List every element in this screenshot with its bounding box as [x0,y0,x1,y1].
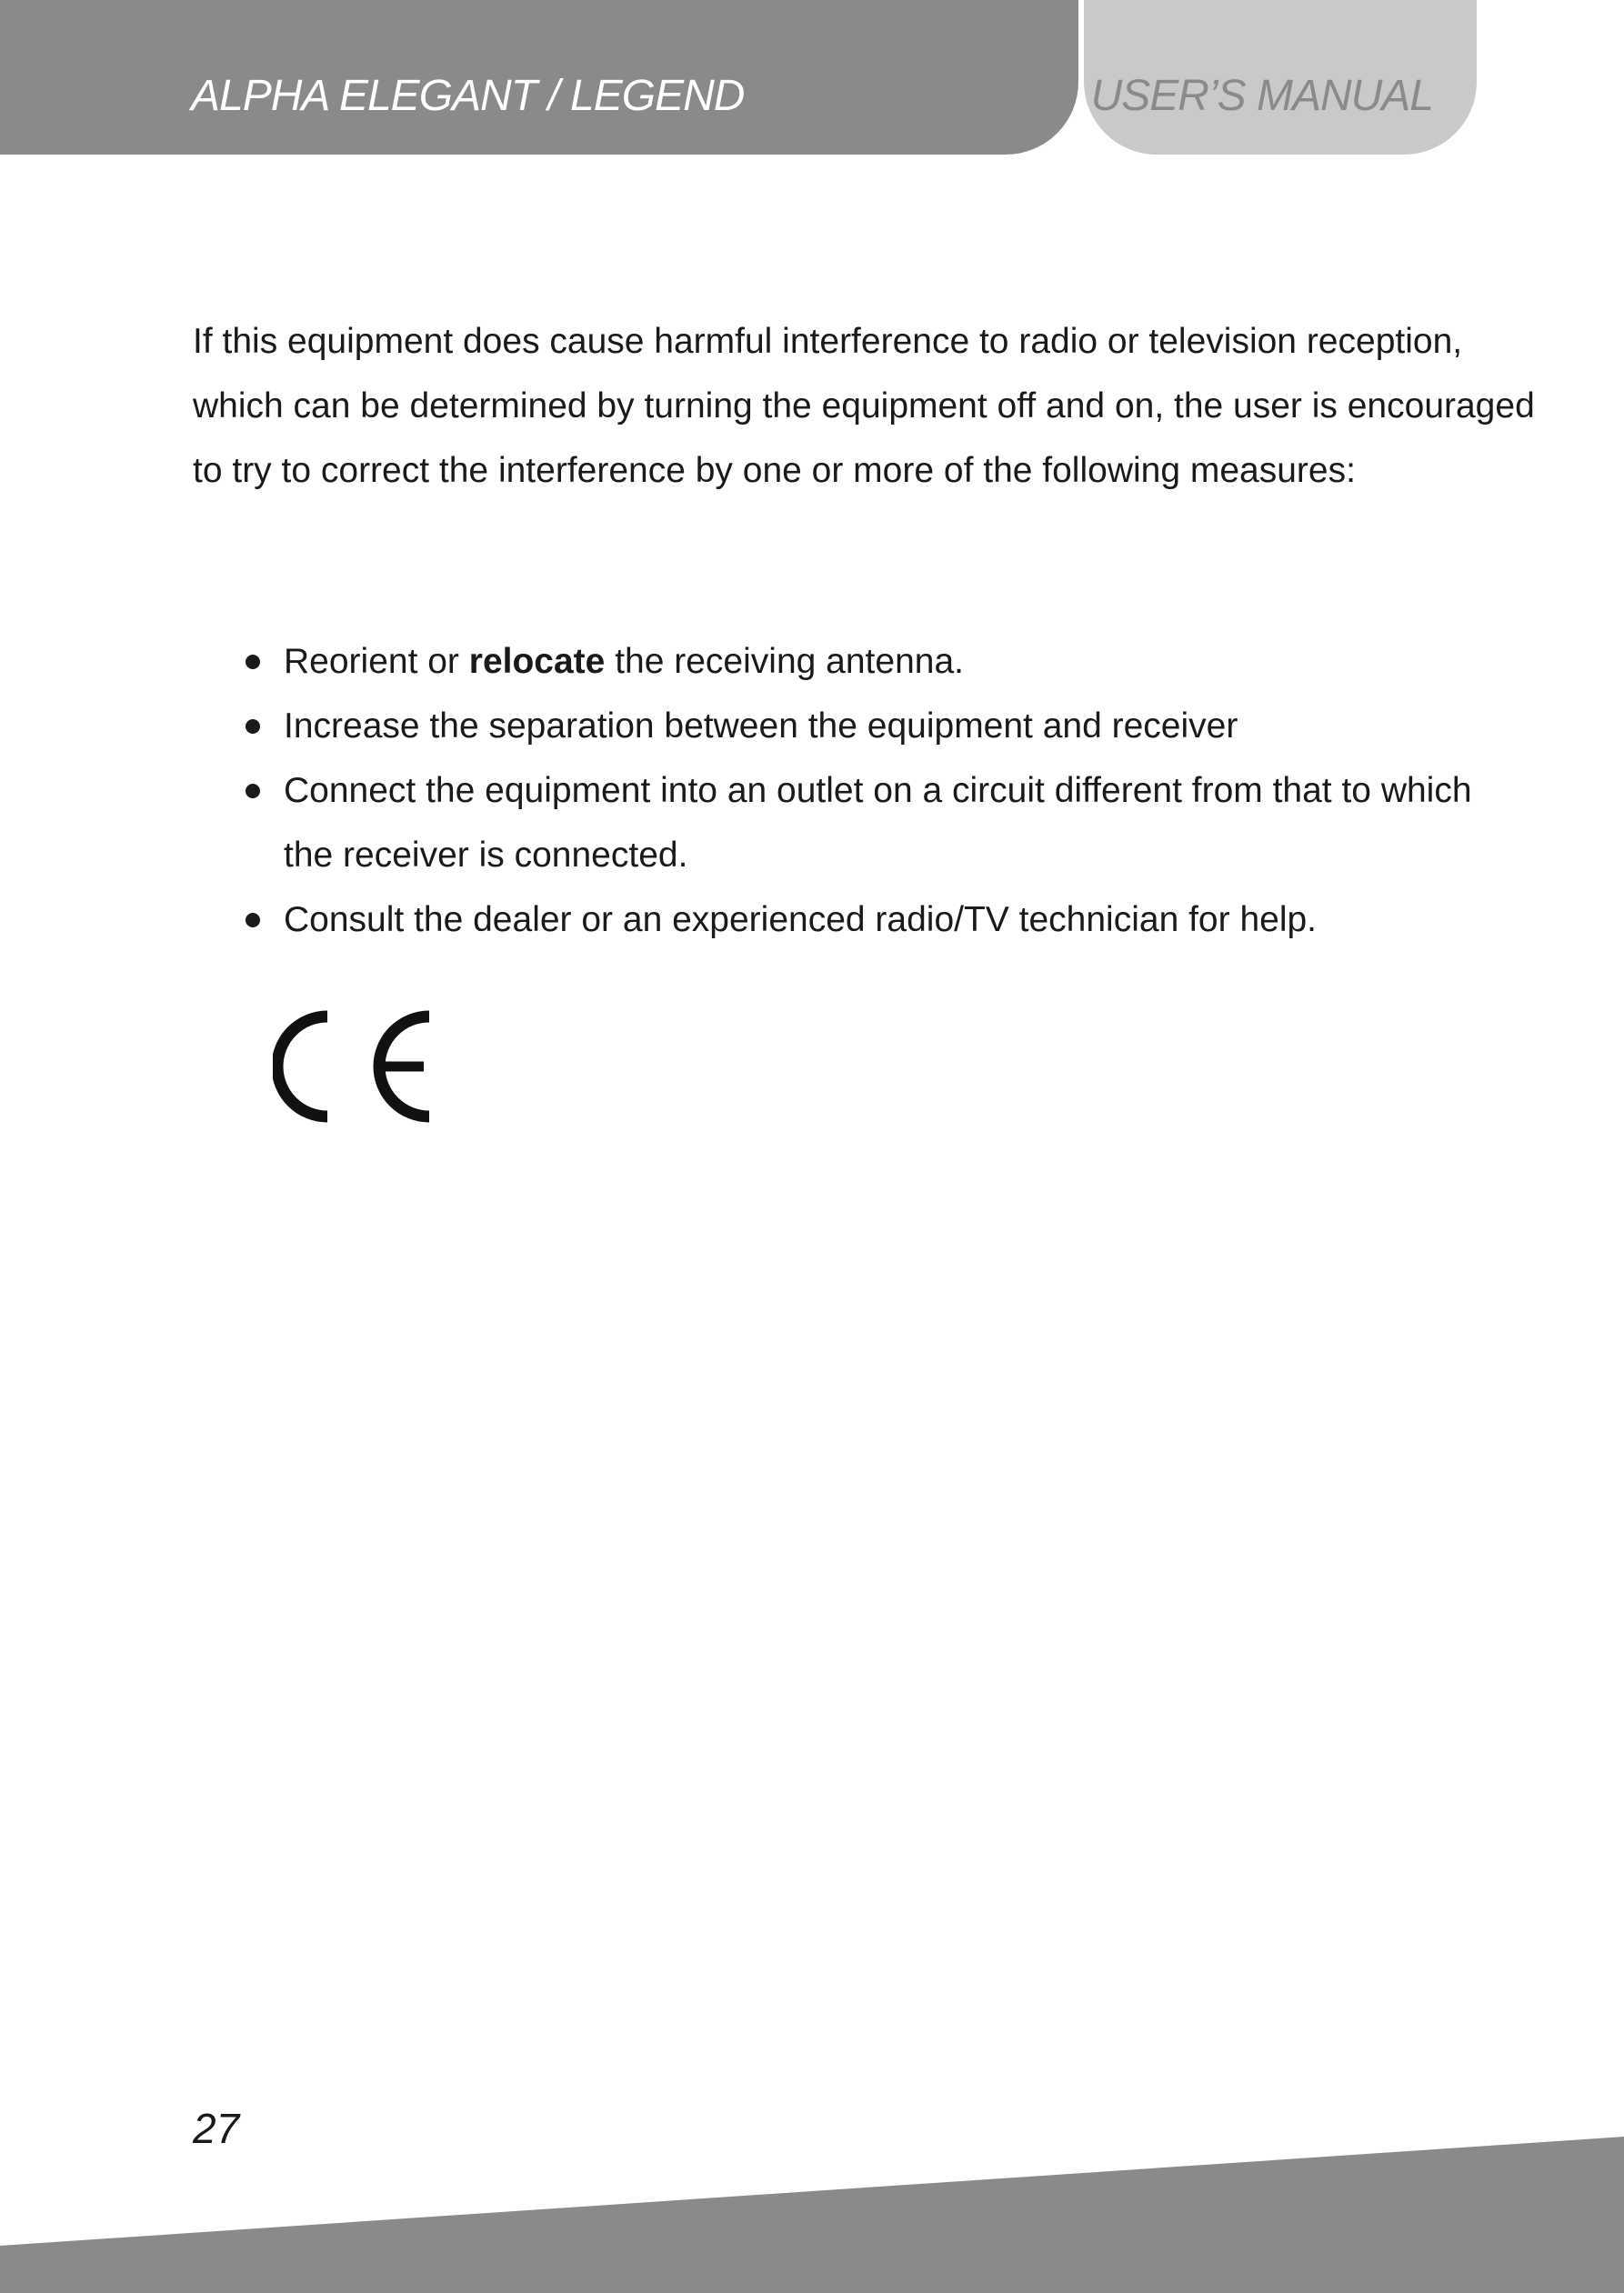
list-item-text: Connect the equipment into an outlet on a circuit different from that to which the receiver is connected. [284,771,1472,875]
intro-paragraph: If this equipment does cause harmful interference to radio or television reception, which can be determined by turning the equipment off and on, the user is encouraged to try to correct the interference by one or more of the following measures: [193,322,1535,490]
header-tab-right [1084,0,1477,155]
list-item [246,887,1500,952]
header-tab-left [0,0,1078,155]
ce-mark-icon [273,1007,436,1126]
measures-list [246,629,1500,952]
list-item-text-after: the receiving antenna. [605,642,964,681]
list-item [246,629,1500,694]
list-item-bold-text: relocate [468,642,606,681]
manual-title: ALPHA ELEGANT / LEGEND [191,72,745,120]
manual-subtitle: USER’S MANUAL [1090,72,1433,120]
list-item-text: Increase the separation between the equipment and receiver [284,706,1238,746]
bullet-icon [246,719,260,734]
bullet-icon [246,655,260,669]
list-item [246,758,1500,887]
bullet-icon [246,784,260,798]
footer-band [0,2137,1624,2293]
page-number: 27 [193,2105,240,2152]
bullet-icon [246,913,260,927]
list-item-text-before: Reorient or [284,642,469,681]
list-item [246,694,1500,758]
list-item-text: Consult the dealer or an experienced radio/TV technician for help. [284,900,1318,939]
